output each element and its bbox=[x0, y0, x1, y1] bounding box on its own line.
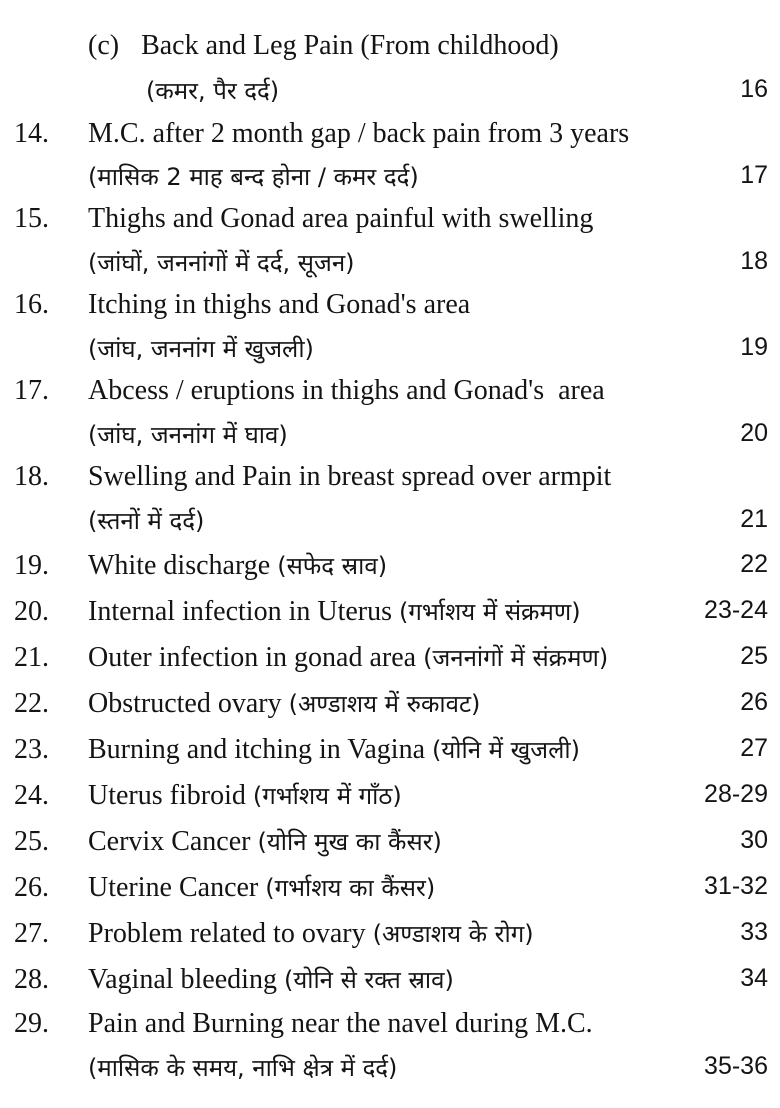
toc-entry-page: 18 bbox=[740, 247, 768, 275]
toc-entry-title: Uterus fibroid (गर्भाशय में गाँठ) bbox=[88, 780, 402, 811]
toc-entry-title-hi: (स्तनों में दर्द) bbox=[88, 507, 205, 535]
toc-entry-number: 27. bbox=[14, 918, 49, 949]
toc-entry-number: 29. bbox=[14, 1008, 49, 1039]
toc-entry-title-en: Back and Leg Pain (From childhood) bbox=[141, 30, 559, 61]
toc-entry-title: Obstructed ovary (अण्डाशय में रुकावट) bbox=[88, 688, 481, 719]
toc-entry-number: 17. bbox=[14, 375, 49, 406]
toc-entry-page: 28-29 bbox=[704, 780, 768, 808]
toc-entry-title-hi: (जांघ, जननांग में घाव) bbox=[88, 421, 288, 449]
toc-entry-title-en: Abcess / eruptions in thighs and Gonad's area bbox=[88, 375, 605, 406]
toc-entry-title-en: Itching in thighs and Gonad's area bbox=[88, 289, 471, 320]
toc-entry-title bbox=[88, 32, 559, 60]
toc-entry-number: 20. bbox=[14, 596, 49, 627]
toc-entry-page: 35-36 bbox=[704, 1052, 768, 1080]
toc-entry-title-en: M.C. after 2 month gap / back pain from 3 years bbox=[88, 118, 630, 149]
toc-entry-number: 18. bbox=[14, 461, 49, 492]
toc-entry-title-en: Pain and Burning near the navel during M.C. bbox=[88, 1008, 593, 1039]
toc-entry-title-hi: (कमर, पैर दर्द) bbox=[146, 77, 280, 105]
toc-entry-title: Vaginal bleeding (योनि से रक्त स्राव) bbox=[88, 964, 454, 995]
toc-entry-number: 24. bbox=[14, 780, 49, 811]
toc-entry-page: 16 bbox=[740, 75, 768, 103]
toc-entry-title: Internal infection in Uterus (गर्भाशय में संक्रमण) bbox=[88, 596, 581, 627]
toc-entry-number: 14. bbox=[14, 118, 49, 149]
toc-entry-page: 23-24 bbox=[704, 596, 768, 624]
toc-entry-page: 17 bbox=[740, 161, 768, 189]
toc-entry-title: Burning and itching in Vagina (योनि में खुजली) bbox=[88, 734, 580, 765]
toc-entry-number: 28. bbox=[14, 964, 49, 995]
toc-entry-title-en: Thighs and Gonad area painful with swelling bbox=[88, 203, 594, 234]
toc-entry-number: 19. bbox=[14, 550, 49, 581]
toc-entry-number: 21. bbox=[14, 642, 49, 673]
toc-entry-page: 33 bbox=[740, 918, 768, 946]
toc-entry-page: 20 bbox=[740, 419, 768, 447]
toc-entry-number: 26. bbox=[14, 872, 49, 903]
toc-entry-page: 34 bbox=[740, 964, 768, 992]
toc-entry-label: (c) bbox=[88, 30, 120, 61]
toc-entry-title-hi: (मासिक के समय, नाभि क्षेत्र में दर्द) bbox=[88, 1054, 398, 1082]
toc-entry-title: Cervix Cancer (योनि मुख का कैंसर) bbox=[88, 826, 442, 857]
toc-entry-page: 21 bbox=[740, 505, 768, 533]
toc-entry-page: 30 bbox=[740, 826, 768, 854]
toc-entry-title: Outer infection in gonad area (जननांगों में संक्रमण) bbox=[88, 642, 609, 673]
toc-entry-title-hi: (जांघ, जननांग में खुजली) bbox=[88, 335, 314, 363]
toc-entry-title-hi: (जांघों, जननांगों में दर्द, सूजन) bbox=[88, 249, 355, 277]
toc-entry-number: 16. bbox=[14, 289, 49, 320]
toc-entry-number: 25. bbox=[14, 826, 49, 857]
toc-entry-page: 26 bbox=[740, 688, 768, 716]
toc-entry-number: 15. bbox=[14, 203, 49, 234]
toc-entry-title-hi: (मासिक 2 माह बन्द होना / कमर दर्द) bbox=[88, 163, 419, 191]
toc-entry-page: 31-32 bbox=[704, 872, 768, 900]
toc-entry-page: 22 bbox=[740, 550, 768, 578]
toc-entry-number: 23. bbox=[14, 734, 49, 765]
toc-entry-page: 25 bbox=[740, 642, 768, 670]
toc-entry-page: 27 bbox=[740, 734, 768, 762]
toc-entry-title: Problem related to ovary (अण्डाशय के रोग) bbox=[88, 918, 534, 949]
toc-entry-title-en: Swelling and Pain in breast spread over armpit bbox=[88, 461, 612, 492]
toc-entry-number: 22. bbox=[14, 688, 49, 719]
toc-entry-title: White discharge (सफेद स्राव) bbox=[88, 550, 388, 581]
toc-entry-page: 19 bbox=[740, 333, 768, 361]
toc-entry-title: Uterine Cancer (गर्भाशय का कैंसर) bbox=[88, 872, 436, 903]
